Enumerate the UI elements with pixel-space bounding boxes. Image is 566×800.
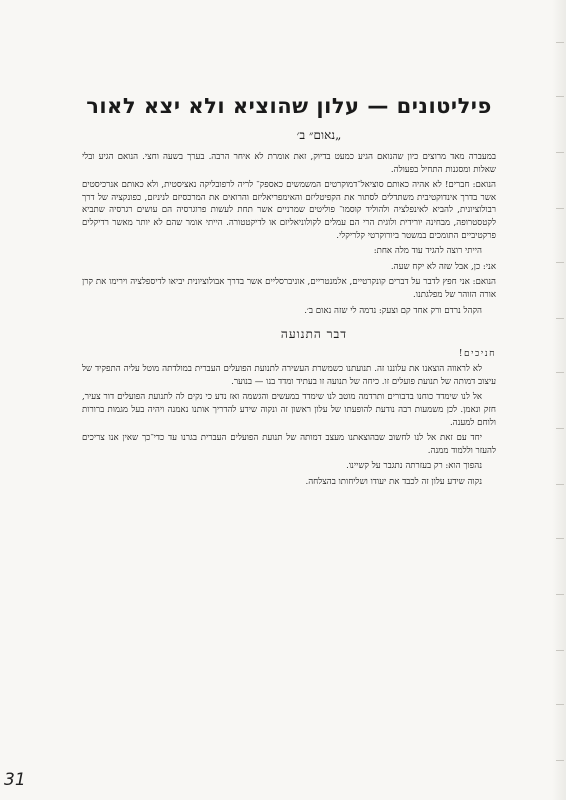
edge-tick-mark — [556, 318, 564, 319]
section-heading: דבר התנועה — [280, 327, 348, 342]
edge-tick-mark — [556, 262, 564, 263]
movement-paragraph: לא לראווה הוצאנו את עלוננו זה. תנועתנו כשמשרת העשירה לתנועת הפועלים העברית במולדתה מוטל עליה התפקיד של עיצוב דמותה של תנועת פועלים זו. כיחה של תנועה זו בעתיד ומדד בנו — בנוער. — [82, 364, 496, 387]
movement-paragraph: אל לנו שימדד כוחנו בדבורים ותרדמה מוטב לנו שימדד במעשים והגשמה ואז נדע כי נקים לה לתנועת הפועלים דור צעיר, חזק ונאמן. לכן משמעות רבה נודעת להופעתו של עלון ראשון זה ונקוה שידע להדריך אותנו נאמנה ויהיה בעל מגמות ברורות ולוחם למענה. — [82, 392, 496, 428]
speech-paragraph: במעברה מאד מרוצים כיון שהנואם הגיע כמעט בדיוק, זאת אומרת לא איחר הרבה. בערך בשעה וחצי. הנואם הגיע ובלי שאלות ומסגנות התחיל בפעולה. — [82, 152, 496, 175]
speech-paragraph: הנואם: חברים! לא אהיה כאותם סוציאל־דמוקרטים המשמשים כאספק־ לריה לרפובליקה נאציסטית, ולא כאותם אנרכיסטים אשר בדרך אינדוקטיבית משתדלים לסתור את הקפיטליזם והאימפריאליזם והרואים את המרכסיזם לניניזם, כפונקציה של דרך רבולוציונית, להביא לאינפלציה ולהוליד קוסמו־ פוליטים שמרניים אשר תחת לעשות פרוגרסיה הם עושים רגרסיה שתביא לקטסטרופה, מבחינה יורידית ולוגית הרי הם עמלים לקולוניאליזם או לדיקטטורה. הייתי אומר שהם לא יותר מאשר רדיקלים פרקטיביים התומכים במשטר ביורוקרטי קלריקלי. — [82, 180, 496, 241]
movement-paragraph: יחד עם זאת אל לנו לחשוב שבהוצאתנו מעצב דמותה של תנועת הפועלים העברית בגרנו עד כדי־כך שאין אנו צריכים להעזר וללמוד ממנה. — [82, 433, 496, 456]
edge-tick-mark — [556, 152, 564, 153]
article-title: פיליטונים — עלון שהוציא ולא יצא לאור — [86, 94, 492, 118]
speech-paragraph: אני: כן, אבל שזה לא יקח שעה. — [390, 261, 496, 272]
edge-tick-mark — [556, 428, 564, 429]
page-number: 31 — [4, 770, 26, 790]
speech-paragraph: הקהל נרדם ורק אחד קם וצעק: נדמה לי שזה נאום ב׳. — [304, 305, 482, 316]
edge-tick-mark — [556, 42, 564, 43]
article-body — [82, 94, 496, 491]
edge-tick-mark — [556, 650, 564, 651]
edge-tick-mark — [556, 372, 564, 373]
edge-tick-mark — [556, 760, 564, 761]
edge-tick-mark — [556, 594, 564, 595]
edge-tick-mark — [556, 484, 564, 485]
page-edge-shadow — [552, 0, 566, 800]
speech-paragraph: הנואם: אני חפץ לדבר על דברים קונקרטיים, אלמנטריים, אוניברסליים אשר בדרך אבולוציונית יביאו לדיספלציה וירימו את קרן אורה הזוהר של מפלגתנו. — [82, 277, 496, 300]
salutation: חניכים! — [458, 349, 496, 360]
speech-subtitle: „נאום״ ב׳ — [296, 128, 342, 142]
edge-tick-mark — [556, 96, 564, 97]
speech-paragraph: הייתי רוצה להגיד עוד מלה אחת: — [373, 246, 482, 257]
movement-paragraph: נקוה שידע עלון זה לכבד את יעודו ושליחותו בהצלחה. — [305, 476, 482, 487]
movement-paragraph: נהפוך הוא: רק בעזרתה נתגבר על קשיינו. — [346, 461, 482, 472]
edge-tick-mark — [556, 538, 564, 539]
edge-tick-mark — [556, 208, 564, 209]
edge-tick-mark — [556, 704, 564, 705]
